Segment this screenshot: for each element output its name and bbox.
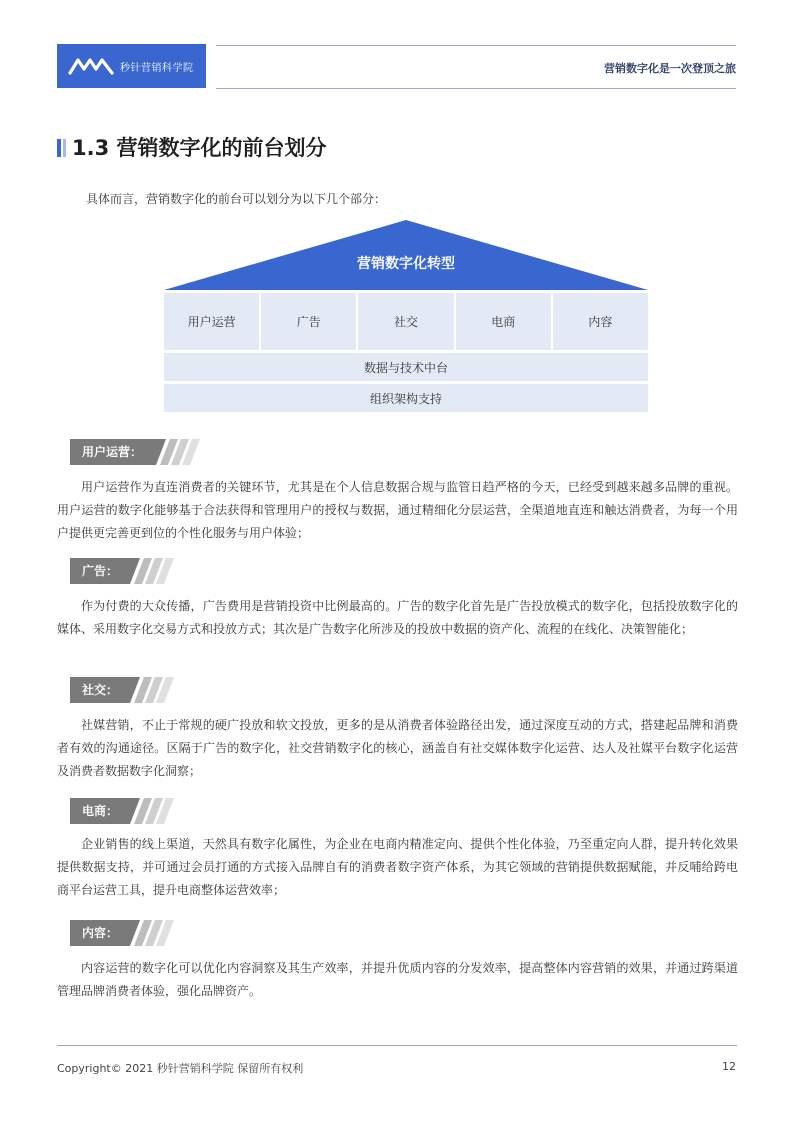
paragraph-user-ops: 用户运营作为直连消费者的关键环节，尤其是在个人信息数据合规与监管日趋严格的今天，已经受到越来越多品牌的重视。用户运营的数字化能够基于合法获得和管理用户的授权与数据，通过精细化分层运营，全渠道地直连和触达消费者，为每一个用户提供更完善更到位的个性化服务与用户体验；	[57, 480, 738, 540]
diagram-layer-data-tech: 数据与技术中台	[164, 353, 648, 381]
page-number: 12	[722, 1060, 736, 1073]
footer-copyright: Copyright© 2021 秒针营销科学院 保留所有权利	[57, 1062, 304, 1075]
header-divider-bottom	[216, 88, 736, 89]
tag-content	[70, 920, 210, 946]
paragraph-ads: 作为付费的大众传播，广告费用是营销投资中比例最高的。广告的数字化首先是广告投放模式的数字化，包括投放数字化的媒体、采用数字化交易方式和投放方式；其次是广告数字化所涉及的投放中数据的资产化、流程的在线化、决策智能化；	[57, 599, 738, 636]
logo	[57, 44, 206, 88]
tag-label: 内容：	[82, 926, 119, 940]
pillar-ads: 广告	[261, 293, 356, 350]
pillar-ecommerce: 电商	[456, 293, 551, 350]
paragraph-ecommerce: 企业销售的线上渠道，天然具有数字化属性，为企业在电商内精准定向、提供个性化体验，乃至重定向人群，提升转化效果提供数据支持，并可通过会员打通的方式接入品牌自有的消费者数字资产体系，为其它领域的营销提供数据赋能，并反哺给跨电商平台运营工具，提升电商整体运营效率；	[57, 837, 738, 897]
section-marker	[57, 139, 61, 157]
diagram-roof-label: 营销数字化转型	[357, 256, 455, 272]
paragraph-social: 社媒营销，不止于常规的硬广投放和软文投放，更多的是从消费者体验路径出发，通过深度互动的方式，搭建起品牌和消费者有效的沟通途径。区隔于广告的数字化，社交营销数字化的核心，涵盖自有社交媒体数字化运营、达人及社媒平台数字化运营及消费者数据数字化洞察；	[57, 718, 738, 778]
tag-ecommerce	[70, 798, 210, 824]
pillar-social: 社交	[358, 293, 453, 350]
section-marker-light	[63, 139, 66, 157]
logo-mark-icon	[68, 55, 114, 77]
logo-text: 秒针营销科学院	[120, 62, 194, 74]
tag-social	[70, 677, 210, 703]
tag-user-ops	[70, 439, 210, 465]
tag-label: 用户运营：	[82, 445, 143, 459]
tag-label: 广告：	[82, 564, 119, 578]
diagram-pillars	[164, 293, 648, 350]
pillar-user-ops: 用户运营	[164, 293, 259, 350]
header-divider-top	[216, 45, 736, 46]
footer-divider	[57, 1045, 737, 1046]
section-intro: 具体而言，营销数字化的前台可以划分为以下几个部分：	[86, 192, 387, 206]
tag-label: 电商：	[82, 804, 119, 818]
tag-label: 社交：	[82, 683, 119, 697]
pillar-content: 内容	[553, 293, 648, 350]
section-title: 1.3 营销数字化的前台划分	[72, 136, 327, 160]
diagram-layer-org: 组织架构支持	[164, 384, 648, 412]
header-title: 营销数字化是一次登顶之旅	[604, 62, 736, 75]
paragraph-content: 内容运营的数字化可以优化内容洞察及其生产效率，并提升优质内容的分发效率，提高整体内容营销的效果，并通过跨渠道管理品牌消费者体验，强化品牌资产。	[57, 961, 738, 998]
tag-ads	[70, 558, 210, 584]
